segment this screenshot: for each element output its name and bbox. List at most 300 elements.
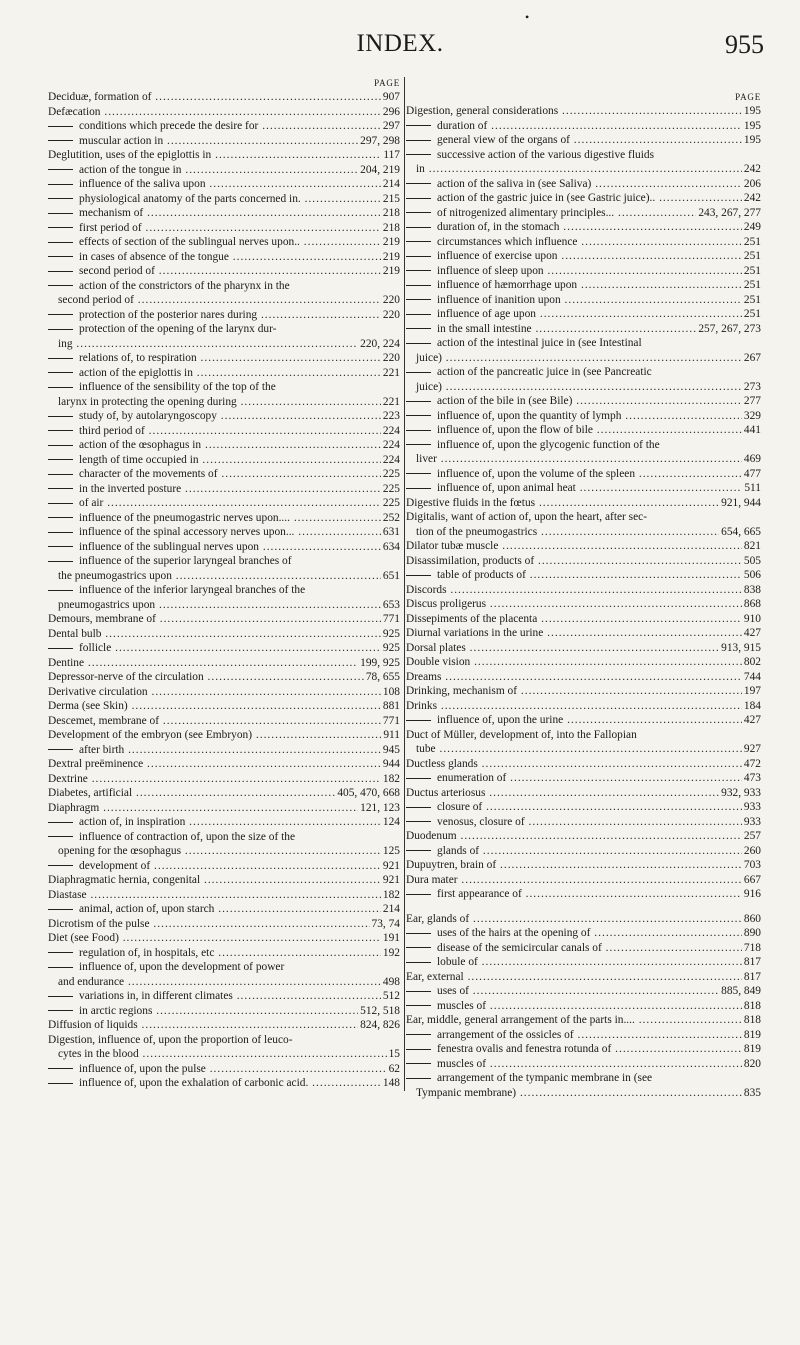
- entry-pages: 218: [382, 207, 400, 219]
- entry-pages: 653: [382, 598, 400, 611]
- index-entry: [48, 177, 400, 192]
- entry-text: pneumogastrics upon .....: [58, 599, 400, 611]
- entry-text: action of the tongue in .....: [79, 164, 400, 176]
- entry-text: influence of, upon the flow of bile .....: [437, 424, 761, 436]
- entry-pages: 654, 665: [721, 525, 761, 538]
- index-entry: [48, 1004, 400, 1019]
- entry-text: after birth .....: [79, 744, 400, 756]
- entry-pages: 267: [743, 351, 761, 364]
- entry-pages: 220: [382, 352, 400, 364]
- index-entry: [48, 583, 400, 598]
- entry-text: Dura mater .....: [406, 874, 761, 886]
- index-entry: [406, 713, 761, 728]
- entry-text: Ear, glands of .....: [406, 913, 761, 925]
- entry-pages: 206: [743, 177, 761, 190]
- entry-text: fenestra ovalis and fenestra rotunda of .....: [437, 1043, 761, 1055]
- entry-pages: 925: [382, 627, 400, 640]
- entry-text: muscles of .....: [437, 1000, 761, 1012]
- index-entry: [406, 322, 761, 337]
- entry-text: Dupuytren, brain of .....: [406, 859, 761, 871]
- entry-pages: 821: [743, 540, 761, 552]
- index-entry: [48, 728, 400, 743]
- entry-pages: 838: [743, 583, 761, 596]
- entry-text: juice) .....: [416, 352, 761, 364]
- entry-text: influence of exercise upon .....: [437, 250, 761, 262]
- entry-pages: 819: [743, 1028, 761, 1041]
- entry-pages: 117: [383, 149, 400, 161]
- index-entry: [48, 148, 400, 163]
- index-entry-continuation: [48, 1047, 400, 1062]
- index-entry-continuation: [48, 975, 400, 990]
- index-entry: [406, 1013, 761, 1028]
- index-entry: [406, 336, 761, 351]
- index-entry: [48, 873, 400, 888]
- index-entry: [48, 902, 400, 917]
- index-entry: [406, 539, 761, 554]
- entry-text: Diet (see Food) .....: [48, 932, 400, 944]
- entry-pages: 218: [382, 221, 400, 234]
- entry-pages: 273: [743, 380, 761, 393]
- index-entry: [406, 912, 761, 927]
- entry-text: action of the saliva in (see Saliva) .....: [437, 178, 761, 190]
- entry-pages: 473: [743, 772, 761, 784]
- index-entry: [48, 409, 400, 424]
- entry-text: Dentine .....: [48, 657, 400, 669]
- page-column-label: PAGE: [374, 78, 400, 88]
- entry-pages: 860: [743, 912, 761, 925]
- page-title: INDEX.: [356, 30, 444, 57]
- index-entry: [48, 221, 400, 236]
- entry-pages: 511: [744, 482, 761, 494]
- index-entry: [406, 206, 761, 221]
- entry-text: influence of the spinal accessory nerves upon... .....: [79, 526, 400, 538]
- index-entry: [406, 728, 761, 743]
- entry-text: duration of .....: [437, 120, 761, 132]
- index-entry: [48, 351, 400, 366]
- entry-text: Diabetes, artificial .....: [48, 787, 400, 799]
- index-entry: [48, 366, 400, 381]
- entry-pages: 192: [382, 946, 400, 959]
- entry-text: influence of, upon animal heat .....: [437, 482, 761, 494]
- index-entry: [48, 888, 400, 903]
- entry-text: animal, action of, upon starch .....: [79, 903, 400, 915]
- entry-pages: 204, 219: [360, 163, 400, 176]
- entry-text: action of the constrictors of the pharynx in the: [79, 279, 290, 292]
- entry-text: muscles of .....: [437, 1058, 761, 1070]
- index-entry: [48, 1076, 400, 1091]
- entry-text: action of the intestinal juice in (see Intestinal: [437, 337, 642, 349]
- entry-text: Discords .....: [406, 584, 761, 596]
- index-entry-continuation: [48, 569, 400, 584]
- index-entry: [48, 917, 400, 932]
- entry-text: disease of the semicircular canals of .....: [437, 942, 761, 954]
- entry-pages: 73, 74: [371, 917, 400, 930]
- entry-text: Disassimilation, products of .....: [406, 555, 761, 567]
- entry-text: tion of the pneumogastrics .....: [416, 526, 761, 538]
- entry-pages: 868: [743, 598, 761, 610]
- entry-text: Diaphragmatic hernia, congenital .....: [48, 874, 400, 886]
- entry-text: regulation of, in hospitals, etc .....: [79, 947, 400, 959]
- entry-pages: 184: [743, 699, 761, 712]
- entry-text: mechanism of .....: [79, 207, 400, 219]
- entry-text: influence of inanition upon .....: [437, 294, 761, 306]
- entry-pages: 243, 267, 277: [698, 206, 761, 219]
- index-entry: [48, 989, 400, 1004]
- entry-text: study of, by autolaryngoscopy .....: [79, 410, 400, 422]
- entry-text: influence of, upon the exhalation of carbonic acid. .....: [79, 1077, 400, 1089]
- entry-text: Diastase .....: [48, 889, 400, 901]
- index-entry: [406, 1042, 761, 1057]
- entry-pages: 771: [382, 714, 400, 727]
- index-entry-continuation: [48, 395, 400, 410]
- index-entry: [48, 830, 400, 845]
- index-entry-continuation: [48, 844, 400, 859]
- entry-text: action of the œsophagus in .....: [79, 439, 400, 451]
- index-entry-continuation: [406, 380, 761, 395]
- entry-pages: 251: [743, 264, 761, 277]
- entry-text: Digestion, general considerations .....: [406, 105, 761, 117]
- index-entry-continuation: [406, 162, 761, 177]
- entry-pages: 121, 123: [360, 801, 400, 814]
- index-entry: [406, 887, 761, 902]
- entry-pages: 925: [382, 642, 400, 654]
- entry-text: venosus, closure of .....: [437, 816, 761, 828]
- entry-pages: 191: [382, 932, 400, 944]
- entry-pages: 260: [743, 844, 761, 857]
- entry-text: Ear, external .....: [406, 971, 761, 983]
- index-entry-continuation: [48, 293, 400, 308]
- entry-pages: 224: [382, 439, 400, 451]
- entry-pages: 802: [743, 656, 761, 668]
- entry-text: protection of the posterior nares during .....: [79, 309, 400, 321]
- index-entry: [48, 511, 400, 526]
- entry-text: influence of, upon the development of power: [79, 961, 285, 973]
- entry-text: development of .....: [79, 860, 400, 872]
- entry-pages: 506: [743, 569, 761, 581]
- index-entry: [48, 815, 400, 830]
- entry-text: cytes in the blood .....: [58, 1048, 400, 1060]
- entry-pages: 818: [743, 1014, 761, 1026]
- index-entry: [48, 1033, 400, 1048]
- entry-pages: 78, 655: [365, 671, 400, 683]
- entry-text: first appearance of .....: [437, 888, 761, 900]
- index-entry: [406, 597, 761, 612]
- entry-pages: 221: [382, 395, 400, 408]
- entry-text: uses of .....: [437, 985, 761, 997]
- index-entry: [406, 1071, 761, 1086]
- index-entry: [406, 955, 761, 970]
- entry-pages: 257, 267, 273: [698, 322, 761, 335]
- entry-pages: 469: [743, 453, 761, 465]
- index-entry: [406, 757, 761, 772]
- entry-pages: 718: [743, 941, 761, 954]
- entry-text: successive action of the various digestive fluids: [437, 148, 655, 161]
- index-entry: [406, 307, 761, 322]
- entry-pages: 631: [382, 526, 400, 538]
- index-entry: [406, 1057, 761, 1072]
- entry-text: follicle .....: [79, 642, 400, 654]
- index-entry: [406, 119, 761, 134]
- index-column-right: [406, 91, 761, 1100]
- entry-text: Diffusion of liquids .....: [48, 1019, 400, 1031]
- entry-text: influence of, upon the quantity of lymph .....: [437, 410, 761, 422]
- index-entry: [406, 409, 761, 424]
- entry-text: influence of the inferior laryngeal branches of the: [79, 584, 306, 596]
- entry-text: influence of, upon the pulse .....: [79, 1063, 400, 1075]
- entry-text: in the inverted posture .....: [79, 483, 400, 495]
- index-entry: [406, 177, 761, 192]
- entry-pages: 820: [743, 1057, 761, 1070]
- index-entry: [406, 829, 761, 844]
- index-entry: [406, 481, 761, 496]
- entry-pages: 472: [743, 757, 761, 770]
- entry-pages: 148: [382, 1077, 400, 1089]
- index-entry: [406, 844, 761, 859]
- entry-pages: 907: [382, 91, 400, 103]
- index-entry: [48, 380, 400, 395]
- index-entry: [48, 859, 400, 874]
- index-entry-continuation: [406, 525, 761, 540]
- entry-text: juice) .....: [416, 381, 761, 393]
- index-entry: [48, 627, 400, 642]
- entry-pages: 498: [382, 975, 400, 988]
- index-entry: [406, 148, 761, 163]
- index-entry: [48, 757, 400, 772]
- entry-pages: 297: [382, 120, 400, 132]
- entry-text: in the small intestine .....: [437, 323, 761, 335]
- entry-pages: 214: [382, 178, 400, 190]
- index-entry: [48, 714, 400, 729]
- entry-text: Defæcation .....: [48, 106, 400, 118]
- index-entry: [406, 191, 761, 206]
- entry-pages: 251: [743, 250, 761, 262]
- entry-text: Demours, membrane of .....: [48, 613, 400, 625]
- index-entry-continuation: [406, 1086, 761, 1101]
- entry-text: Diurnal variations in the urine .....: [406, 627, 761, 639]
- entry-pages: 921: [382, 874, 400, 886]
- index-entry: [406, 873, 761, 888]
- entry-text: lobule of .....: [437, 956, 761, 968]
- entry-text: action of the bile in (see Bile) .....: [437, 395, 761, 407]
- index-entry: [406, 612, 761, 627]
- index-entry: [48, 699, 400, 714]
- index-entry: [406, 583, 761, 598]
- entry-text: action of, in inspiration .....: [79, 816, 400, 828]
- entry-text: Dissepiments of the placenta .....: [406, 613, 761, 625]
- index-entry: [406, 858, 761, 873]
- entry-text: opening for the œsophagus .....: [58, 845, 400, 857]
- index-entry: [406, 554, 761, 569]
- entry-pages: 251: [743, 308, 761, 320]
- index-entry: [48, 1062, 400, 1077]
- entry-text: influence of hæmorrhage upon .....: [437, 279, 761, 291]
- index-entry: [406, 670, 761, 685]
- entry-pages: 221: [382, 366, 400, 379]
- index-entry: [48, 119, 400, 134]
- entry-pages: 512, 518: [360, 1004, 400, 1017]
- entry-text: relations of, to respiration .....: [79, 352, 400, 364]
- index-entry: [48, 670, 400, 685]
- entry-text: influence of the sensibility of the top of the: [79, 381, 276, 393]
- entry-text: Double vision .....: [406, 656, 761, 668]
- entry-text: influence of the superior laryngeal branches of: [79, 555, 292, 567]
- entry-text: tube .....: [416, 743, 761, 755]
- entry-pages: 427: [743, 627, 761, 639]
- entry-text: Dicrotism of the pulse .....: [48, 918, 400, 930]
- entry-pages: 220: [382, 308, 400, 321]
- index-entry: [406, 626, 761, 641]
- running-header: [0, 0, 800, 60]
- entry-text: second period of .....: [79, 265, 400, 277]
- entry-text: influence of sleep upon .....: [437, 265, 761, 277]
- index-entry: [406, 800, 761, 815]
- entry-text: action of the epiglottis in .....: [79, 367, 400, 379]
- index-entry: [48, 496, 400, 511]
- index-entry: [48, 931, 400, 946]
- entry-text: circumstances which influence .....: [437, 236, 761, 248]
- entry-pages: 441: [743, 424, 761, 436]
- entry-text: Ear, middle, general arrangement of the parts in.... .....: [406, 1014, 761, 1026]
- index-entry: [406, 264, 761, 279]
- entry-text: influence of the saliva upon .....: [79, 178, 400, 190]
- entry-text: Derivative circulation .....: [48, 686, 400, 698]
- entry-pages: 219: [382, 265, 400, 277]
- entry-pages: 329: [743, 409, 761, 422]
- entries-list-left: [48, 90, 400, 1091]
- entry-pages: 819: [743, 1043, 761, 1055]
- index-entry: [48, 308, 400, 323]
- index-entry: [406, 249, 761, 264]
- index-entry: [48, 424, 400, 439]
- entry-pages: 818: [743, 999, 761, 1012]
- entry-pages: 251: [743, 293, 761, 306]
- entry-text: influence of, upon the volume of the spleen .....: [437, 468, 761, 480]
- entry-pages: 251: [743, 279, 761, 291]
- entry-text: effects of section of the sublingual nerves upon.. .....: [79, 236, 400, 248]
- entry-pages: 220, 224: [360, 337, 400, 350]
- entry-pages: 195: [743, 105, 761, 117]
- entry-text: general view of the organs of .....: [437, 134, 761, 146]
- index-entry-continuation: [48, 337, 400, 352]
- entry-text: action of the pancreatic juice in (see Pancreatic: [437, 366, 652, 378]
- index-entry: [406, 104, 761, 119]
- entry-text: Dextral preëminence .....: [48, 758, 400, 770]
- index-column-left: [48, 77, 400, 1091]
- index-entry: [48, 641, 400, 656]
- entry-text: influence of, upon the urine .....: [437, 714, 761, 726]
- entry-pages: 296: [382, 105, 400, 118]
- index-entry: [406, 293, 761, 308]
- entry-text: Drinking, mechanism of .....: [406, 685, 761, 697]
- entry-text: influence of the pneumogastric nerves upon.... .....: [79, 512, 400, 524]
- entry-pages: 242: [743, 163, 761, 175]
- entry-pages: 881: [382, 700, 400, 712]
- index-entry: [406, 999, 761, 1014]
- index-entry: [48, 438, 400, 453]
- entry-text: glands of .....: [437, 845, 761, 857]
- entry-pages: 910: [743, 612, 761, 625]
- entry-text: ing .....: [58, 338, 400, 350]
- entry-text: Depressor-nerve of the circulation .....: [48, 671, 400, 683]
- entry-pages: 505: [743, 554, 761, 567]
- entry-pages: 224: [382, 453, 400, 466]
- entry-text: of nitrogenized alimentary principles... .....: [437, 207, 761, 219]
- entry-pages: 634: [382, 540, 400, 553]
- entry-pages: 199, 925: [360, 656, 400, 669]
- index-entry: [406, 510, 761, 525]
- entry-text: of air .....: [79, 497, 400, 509]
- index-entry: [406, 684, 761, 699]
- entry-text: Development of the embryon (see Embryon) .....: [48, 729, 400, 741]
- entry-pages: 921: [382, 859, 400, 872]
- entry-text: Dextrine .....: [48, 773, 400, 785]
- entries-list-right: [406, 104, 761, 1100]
- entry-text: variations in, in different climates .....: [79, 990, 400, 1002]
- entry-text: closure of .....: [437, 801, 761, 813]
- entry-pages: 225: [382, 497, 400, 509]
- entry-text: character of the movements of .....: [79, 468, 400, 480]
- entry-text: Digestive fluids in the fœtus .....: [406, 497, 761, 509]
- entry-text: Drinks .....: [406, 700, 761, 712]
- entry-pages: 405, 470, 668: [337, 787, 400, 799]
- entry-text: Duct of Müller, development of, into the Fallopian: [406, 728, 637, 741]
- entry-pages: 182: [382, 888, 400, 901]
- index-entry: [48, 322, 400, 337]
- entry-text: influence of the sublingual nerves upon .....: [79, 541, 400, 553]
- index-entry: [48, 279, 400, 294]
- index-entry: [48, 163, 400, 178]
- entry-text: arrangement of the ossicles of .....: [437, 1029, 761, 1041]
- index-entry: [48, 206, 400, 221]
- index-entry: [406, 641, 761, 656]
- entry-pages: 817: [743, 970, 761, 983]
- index-entry: [406, 655, 761, 670]
- entry-text: Ductus arteriosus .....: [406, 787, 761, 799]
- entry-pages: 219: [382, 250, 400, 263]
- entry-text: conditions which precede the desire for .....: [79, 120, 400, 132]
- entry-text: liver .....: [416, 453, 761, 465]
- entry-text: Descemet, membrane of .....: [48, 715, 400, 727]
- entry-pages: 835: [743, 1086, 761, 1099]
- index-entry-continuation: [48, 598, 400, 613]
- entry-text: second period of .....: [58, 294, 400, 306]
- entry-text: third period of .....: [79, 425, 400, 437]
- index-entry: [48, 90, 400, 105]
- index-entry: [406, 438, 761, 453]
- entry-pages: 297, 298: [360, 134, 400, 147]
- index-entry: [48, 467, 400, 482]
- entry-pages: 932, 933: [721, 786, 761, 799]
- index-entry: [48, 801, 400, 816]
- entry-pages: 249: [743, 221, 761, 233]
- index-entry: [406, 423, 761, 438]
- entry-text: Deglutition, uses of the epiglottis in .....: [48, 149, 400, 161]
- entry-text: uses of the hairs at the opening of .....: [437, 927, 761, 939]
- entry-pages: 916: [743, 888, 761, 900]
- index-entry: [48, 525, 400, 540]
- entry-text: table of products of .....: [437, 569, 761, 581]
- entry-pages: 911: [383, 729, 400, 741]
- index-entry: [48, 264, 400, 279]
- entry-text: Ductless glands .....: [406, 758, 761, 770]
- index-entry: [48, 540, 400, 555]
- index-entry: [406, 394, 761, 409]
- entry-pages: 224: [382, 424, 400, 437]
- index-entry: [406, 496, 761, 511]
- entry-pages: 824, 826: [360, 1019, 400, 1031]
- entry-text: Duodenum .....: [406, 830, 761, 842]
- entry-text: Dilator tubæ muscle .....: [406, 540, 761, 552]
